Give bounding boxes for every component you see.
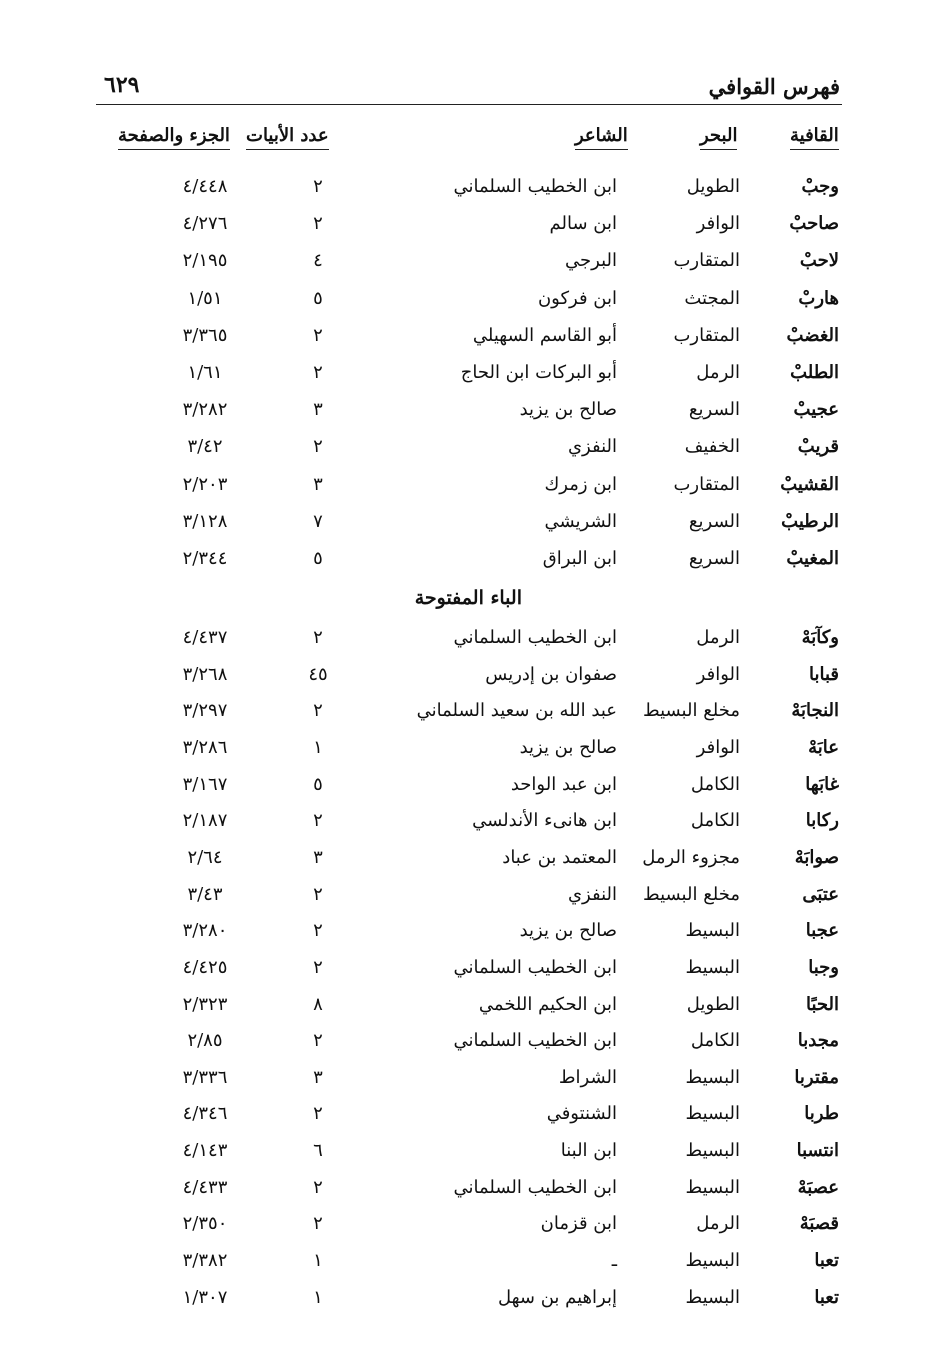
bahr-cell: الكامل (690, 773, 740, 795)
verse-count-cell: ٢ (313, 883, 323, 905)
qafiya-cell: الغضبْ (786, 324, 839, 346)
bahr-cell: البسيط (685, 1140, 740, 1162)
verse-count-cell: ٢ (313, 1176, 323, 1198)
volume-page-cell: ٣/٤٢ (187, 436, 223, 458)
volume-page-cell: ١/٣٠٧ (182, 1286, 228, 1308)
verse-count-cell: ٢ (313, 920, 323, 942)
qafiya-cell: المغيبْ (786, 548, 839, 569)
qafiya-cell: غابَها (805, 773, 839, 795)
poet-cell: النفزي (567, 436, 617, 458)
volume-page-cell: ٢/١٨٧ (182, 810, 228, 832)
volume-page-cell: ٤/١٤٣ (182, 1140, 228, 1162)
qafiya-cell: مقتربا (794, 1066, 839, 1088)
poet-cell: ابن عبد الواحد (510, 773, 617, 795)
volume-page-cell: ١/٥١ (187, 287, 223, 309)
qafiya-cell: وكآبَهْ (801, 627, 839, 648)
verse-count-cell: ٨ (313, 993, 323, 1015)
volume-page-cell: ٤/٤٢٥ (182, 956, 228, 978)
poet-cell: ابن الخطيب السلماني (453, 176, 617, 197)
verse-count-cell: ٧ (313, 510, 323, 532)
verse-count-cell: ٤ (313, 250, 323, 272)
poet-cell: ابن البراق (542, 548, 617, 569)
volume-page-cell: ١/٦١ (187, 362, 223, 383)
qafiya-cell: قريبْ (797, 436, 839, 458)
bahr-cell: البسيط (685, 920, 740, 942)
poet-cell: ابن قزمان (540, 1213, 617, 1235)
volume-page-cell: ٢/٣٤٤ (182, 548, 228, 569)
verse-count-cell: ٢ (313, 213, 323, 235)
column-header-verse-count: عدد الأبيات (246, 125, 329, 150)
verse-count-cell: ٢ (313, 1213, 323, 1235)
bahr-cell: البسيط (685, 1176, 740, 1198)
volume-page-cell: ٢/٢٠٣ (182, 473, 228, 495)
bahr-cell: المتقارب (673, 250, 740, 272)
volume-page-cell: ٤/٤٣٧ (182, 627, 228, 648)
bahr-cell: البسيط (685, 1103, 740, 1125)
verse-count-cell: ٦ (313, 1140, 323, 1162)
bahr-cell: مخلع البسيط (642, 700, 740, 722)
verse-count-cell: ٣ (313, 473, 323, 495)
poet-cell: ـ (611, 1250, 617, 1272)
verse-count-cell: ٢ (313, 627, 323, 648)
column-header-volume-page: الجزء والصفحة (118, 125, 230, 150)
poet-cell: ابن الخطيب السلماني (453, 956, 617, 978)
poet-cell: صالح بن يزيد (519, 920, 617, 942)
volume-page-cell: ٤/٣٤٦ (182, 1103, 228, 1125)
qafiya-cell: هاربْ (798, 287, 839, 309)
verse-count-cell: ١ (313, 1250, 323, 1272)
bahr-cell: الطويل (686, 176, 740, 197)
poet-cell: ابن الخطيب السلماني (453, 1176, 617, 1198)
section-title: الباء المفتوحة (414, 587, 522, 609)
verse-count-cell: ٢ (313, 362, 323, 383)
verse-count-cell: ٤٥ (308, 663, 328, 685)
poet-cell: الشراط (558, 1066, 617, 1088)
volume-page-cell: ٢/٨٥ (187, 1030, 223, 1052)
qafiya-cell: عابَهْ (808, 736, 839, 758)
poet-cell: صالح بن يزيد (519, 736, 617, 758)
bahr-cell: السريع (688, 399, 740, 421)
poet-cell: ابن زمرك (544, 473, 617, 495)
bahr-cell: الرمل (696, 627, 740, 648)
poet-cell: ابن الخطيب السلماني (453, 1030, 617, 1052)
volume-page-cell: ٣/١٢٨ (182, 510, 228, 532)
qafiya-cell: وجبا (808, 956, 839, 978)
bahr-cell: الرمل (696, 362, 740, 383)
poet-cell: الشنتوفي (546, 1103, 617, 1125)
qafiya-cell: قصبَهْ (799, 1213, 839, 1235)
qafiya-cell: وجبْ (801, 176, 839, 197)
bahr-cell: السريع (688, 548, 740, 569)
qafiya-cell: صوابَهْ (794, 846, 839, 868)
qafiya-cell: لاحبْ (799, 250, 839, 272)
qafiya-cell: ركابا (805, 810, 839, 832)
qafiya-cell: انتسبا (796, 1140, 839, 1162)
poet-cell: صالح بن يزيد (519, 399, 617, 421)
poet-cell: عبد الله بن سعيد السلماني (416, 700, 617, 722)
poet-cell: إبراهيم بن سهل (497, 1286, 617, 1308)
verse-count-cell: ٢ (313, 324, 323, 346)
volume-page-cell: ٤/٤٤٨ (182, 176, 228, 197)
qafiya-cell: قبابا (808, 663, 839, 685)
verse-count-cell: ١ (313, 736, 323, 758)
volume-page-cell: ٣/١٦٧ (182, 773, 228, 795)
volume-page-cell: ٢/٣٥٠ (182, 1213, 228, 1235)
qafiya-cell: مجدبا (797, 1030, 839, 1052)
column-header-bahr: البحر (700, 125, 737, 150)
bahr-cell: الوافر (696, 736, 740, 758)
verse-count-cell: ٣ (313, 846, 323, 868)
poet-cell: ابن هانىء الأندلسي (472, 810, 617, 832)
bahr-cell: الطويل (686, 993, 740, 1015)
page-number: ٦٢٩ (104, 72, 140, 98)
verse-count-cell: ٥ (313, 548, 323, 569)
volume-page-cell: ٤/٤٣٣ (182, 1176, 228, 1198)
verse-count-cell: ٥ (313, 287, 323, 309)
qafiya-cell: الحبًا (805, 993, 839, 1015)
poet-cell: أبو البركات ابن الحاج (460, 362, 617, 383)
volume-page-cell: ٣/٢٦٨ (182, 663, 228, 685)
poet-cell: الشريشي (544, 510, 617, 532)
poet-cell: المعتمد بن عباد (502, 846, 617, 868)
poet-cell: ابن الحكيم اللخمي (478, 993, 617, 1015)
verse-count-cell: ٢ (313, 700, 323, 722)
bahr-cell: المتقارب (673, 324, 740, 346)
qafiya-cell: الرطيبْ (781, 510, 839, 532)
bahr-cell: البسيط (685, 1066, 740, 1088)
qafiya-cell: القشيبْ (780, 473, 839, 495)
poet-cell: البرجي (565, 250, 617, 272)
poet-cell: ابن سالم (549, 213, 617, 235)
verse-count-cell: ١ (313, 1286, 323, 1308)
volume-page-cell: ٣/٣٦٥ (182, 324, 228, 346)
bahr-cell: البسيط (685, 1286, 740, 1308)
volume-page-cell: ٤/٢٧٦ (182, 213, 228, 235)
bahr-cell: الرمل (696, 1213, 740, 1235)
qafiya-cell: عجبا (805, 920, 839, 942)
qafiya-cell: صاحبْ (789, 213, 839, 235)
verse-count-cell: ٢ (313, 810, 323, 832)
volume-page-cell: ٣/٢٨٢ (182, 399, 228, 421)
bahr-cell: الوافر (696, 213, 740, 235)
bahr-cell: البسيط (685, 1250, 740, 1272)
volume-page-cell: ٣/٢٨٦ (182, 736, 228, 758)
qafiya-cell: طربا (804, 1103, 839, 1125)
verse-count-cell: ٥ (313, 773, 323, 795)
column-header-shaer: الشاعر (575, 125, 628, 150)
verse-count-cell: ٢ (313, 436, 323, 458)
header-divider (96, 104, 842, 105)
bahr-cell: الكامل (690, 1030, 740, 1052)
qafiya-cell: الطلبْ (790, 362, 839, 383)
qafiya-cell: عجيبْ (793, 399, 839, 421)
volume-page-cell: ٢/٦٤ (187, 846, 223, 868)
volume-page-cell: ٢/٣٢٣ (182, 993, 228, 1015)
volume-page-cell: ٣/٣٨٢ (182, 1250, 228, 1272)
bahr-cell: الخفيف (684, 436, 740, 458)
verse-count-cell: ٢ (313, 1030, 323, 1052)
poet-cell: أبو القاسم السهيلي (472, 324, 617, 346)
bahr-cell: المجتث (684, 287, 740, 309)
column-header-qafiya: القافية (790, 125, 839, 150)
qafiya-cell: تعبا (814, 1250, 839, 1272)
verse-count-cell: ٣ (313, 1066, 323, 1088)
volume-page-cell: ٣/٤٣ (187, 883, 223, 905)
poet-cell: ابن الخطيب السلماني (453, 627, 617, 648)
bahr-cell: مخلع البسيط (642, 883, 740, 905)
bahr-cell: مجزوء الرمل (642, 846, 740, 868)
verse-count-cell: ٣ (313, 399, 323, 421)
bahr-cell: الكامل (690, 810, 740, 832)
qafiya-cell: النجابَهْ (791, 700, 839, 722)
qafiya-cell: عتبَى (802, 883, 839, 905)
bahr-cell: البسيط (685, 956, 740, 978)
verse-count-cell: ٢ (313, 176, 323, 197)
volume-page-cell: ٣/٣٣٦ (182, 1066, 228, 1088)
poet-cell: ابن البنا (560, 1140, 617, 1162)
volume-page-cell: ٣/٢٨٠ (182, 920, 228, 942)
verse-count-cell: ٢ (313, 956, 323, 978)
poet-cell: صفوان بن إدريس (485, 663, 617, 685)
qafiya-cell: تعبا (814, 1286, 839, 1308)
qafiya-cell: عصبَهْ (797, 1176, 839, 1198)
verse-count-cell: ٢ (313, 1103, 323, 1125)
bahr-cell: المتقارب (673, 473, 740, 495)
bahr-cell: السريع (688, 510, 740, 532)
volume-page-cell: ٣/٢٩٧ (182, 700, 228, 722)
poet-cell: ابن فركون (537, 287, 617, 309)
bahr-cell: الوافر (696, 663, 740, 685)
volume-page-cell: ٢/١٩٥ (182, 250, 228, 272)
page-title: فهرس القوافي (708, 74, 840, 99)
poet-cell: النفزي (567, 883, 617, 905)
